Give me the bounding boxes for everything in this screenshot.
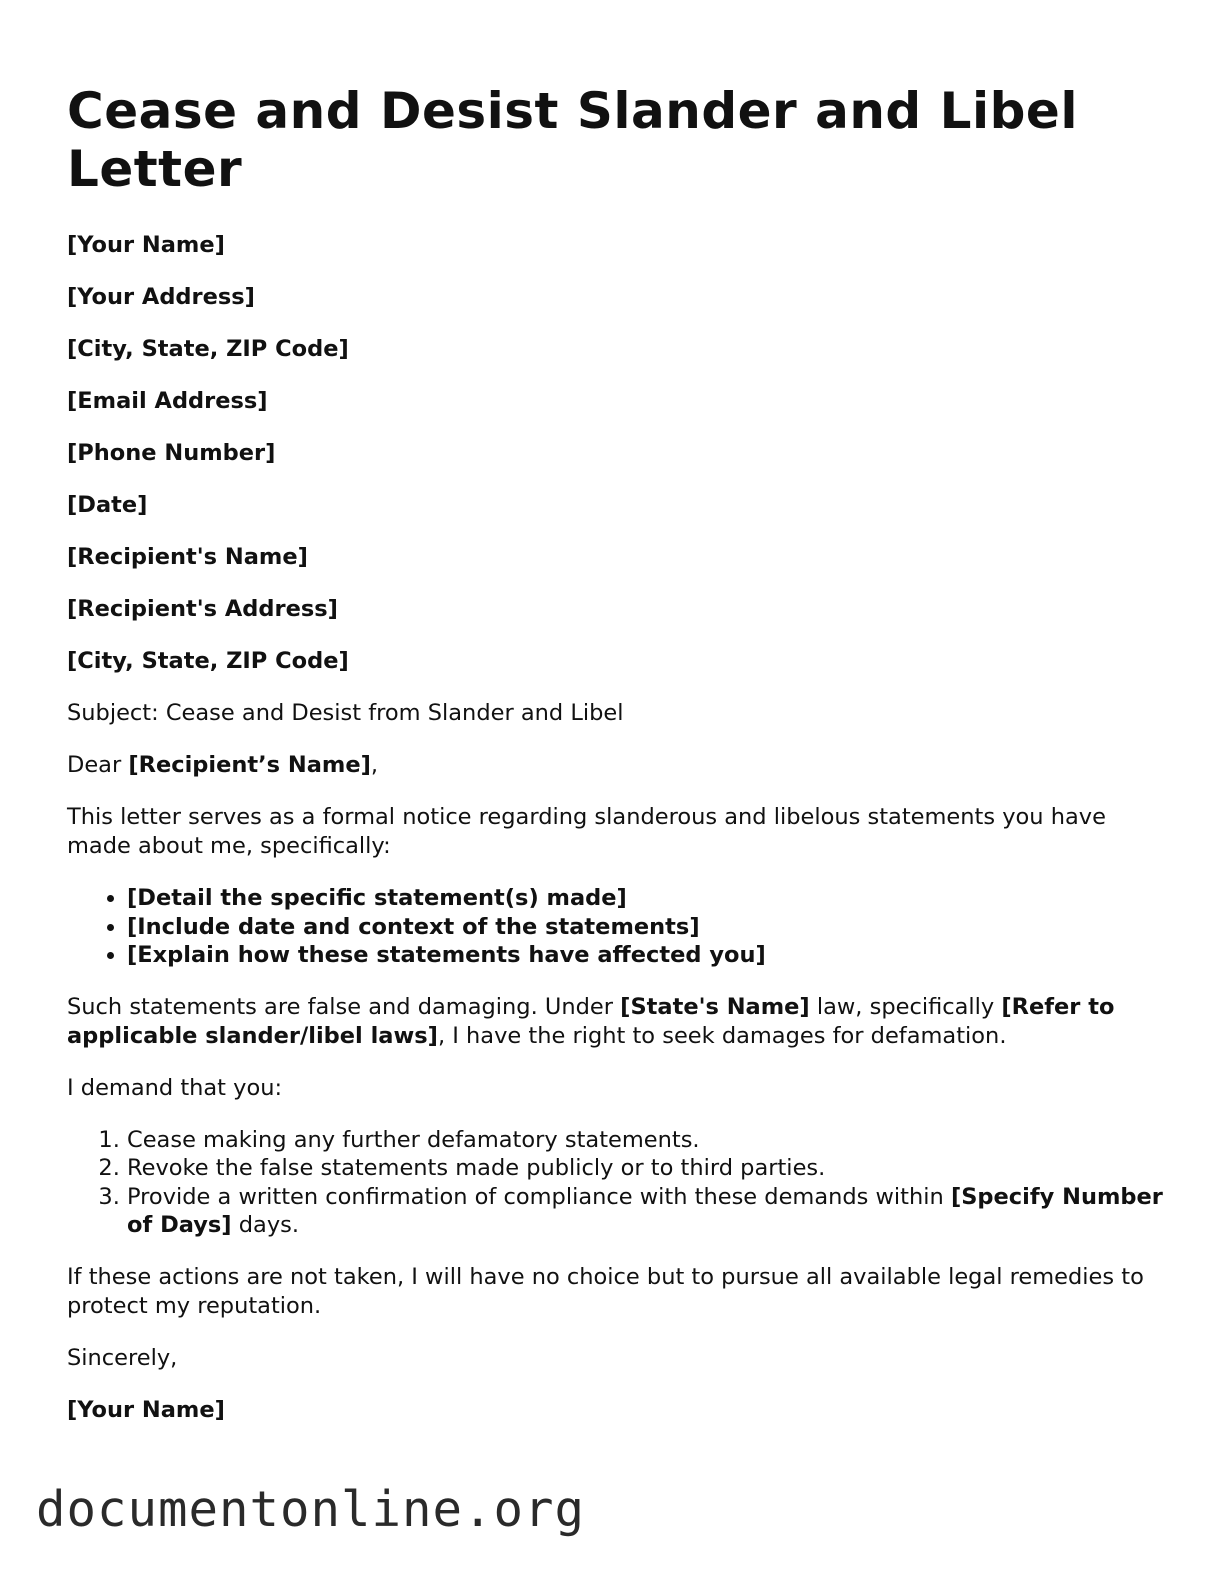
recipient-city-state-zip: [City, State, ZIP Code] [67, 648, 349, 674]
recipient-name: [Recipient's Name] [67, 544, 308, 570]
law-text-2: law, specifically [809, 993, 1002, 1020]
law-text-1: Such statements are false and damaging. Under [67, 993, 621, 1020]
sender-email: [Email Address] [67, 388, 268, 414]
demand-3-suffix: days. [231, 1212, 300, 1238]
demand-intro: I demand that you: [67, 1074, 283, 1101]
statements-list [67, 884, 1167, 970]
sender-city-state-zip: [City, State, ZIP Code] [67, 336, 349, 362]
demand-3-prefix: Provide a written confirmation of compliance with these demands within [127, 1183, 951, 1210]
sender-phone: [Phone Number] [67, 440, 276, 466]
law-paragraph [67, 993, 1167, 1051]
signoff: Sincerely, [67, 1344, 178, 1371]
demand-item [127, 1183, 1167, 1240]
law-text-3: , I have the right to seek damages for defamation. [437, 1022, 1007, 1049]
salutation-suffix: , [370, 752, 379, 778]
intro-paragraph: This letter serves as a formal notice regarding slanderous and libelous statements you have made about me, specifically: [67, 804, 1106, 859]
days-placeholder: [Specify Number of Days] [127, 1183, 1163, 1238]
statement-item: • [Detail the specific statement(s) made] [127, 884, 1167, 913]
salutation-prefix: Dear [67, 752, 129, 778]
signature-name: [Your Name] [67, 1396, 225, 1423]
letter-page [67, 82, 1167, 1448]
demands-list [67, 1126, 1167, 1240]
sender-name: [Your Name] [67, 232, 225, 258]
statement-item: • [Explain how these statements have affected you] [127, 941, 1167, 970]
subject-line: Subject: Cease and Desist from Slander and Libel [67, 700, 624, 726]
sender-address: [Your Address] [67, 284, 255, 310]
letter-date: [Date] [67, 492, 148, 518]
closing-paragraph: If these actions are not taken, I will have no choice but to pursue all available legal remedies to protect my reputation. [67, 1263, 1144, 1319]
laws-placeholder: [Refer to applicable slander/libel laws] [67, 993, 1115, 1049]
state-name-placeholder: [State's Name] [620, 993, 810, 1020]
recipient-address: [Recipient's Address] [67, 596, 338, 622]
demand-item: 2. Revoke the false statements made publicly or to third parties. [127, 1154, 1167, 1183]
watermark-text: documentonline.org [36, 1481, 586, 1538]
demand-item: 1. Cease making any further defamatory statements. [127, 1126, 1167, 1155]
salutation [67, 751, 1167, 780]
statement-item: • [Include date and context of the statements] [127, 913, 1167, 942]
page-title: Cease and Desist Slander and Libel Letter [67, 82, 1078, 198]
salutation-name: [Recipient’s Name] [128, 752, 371, 778]
